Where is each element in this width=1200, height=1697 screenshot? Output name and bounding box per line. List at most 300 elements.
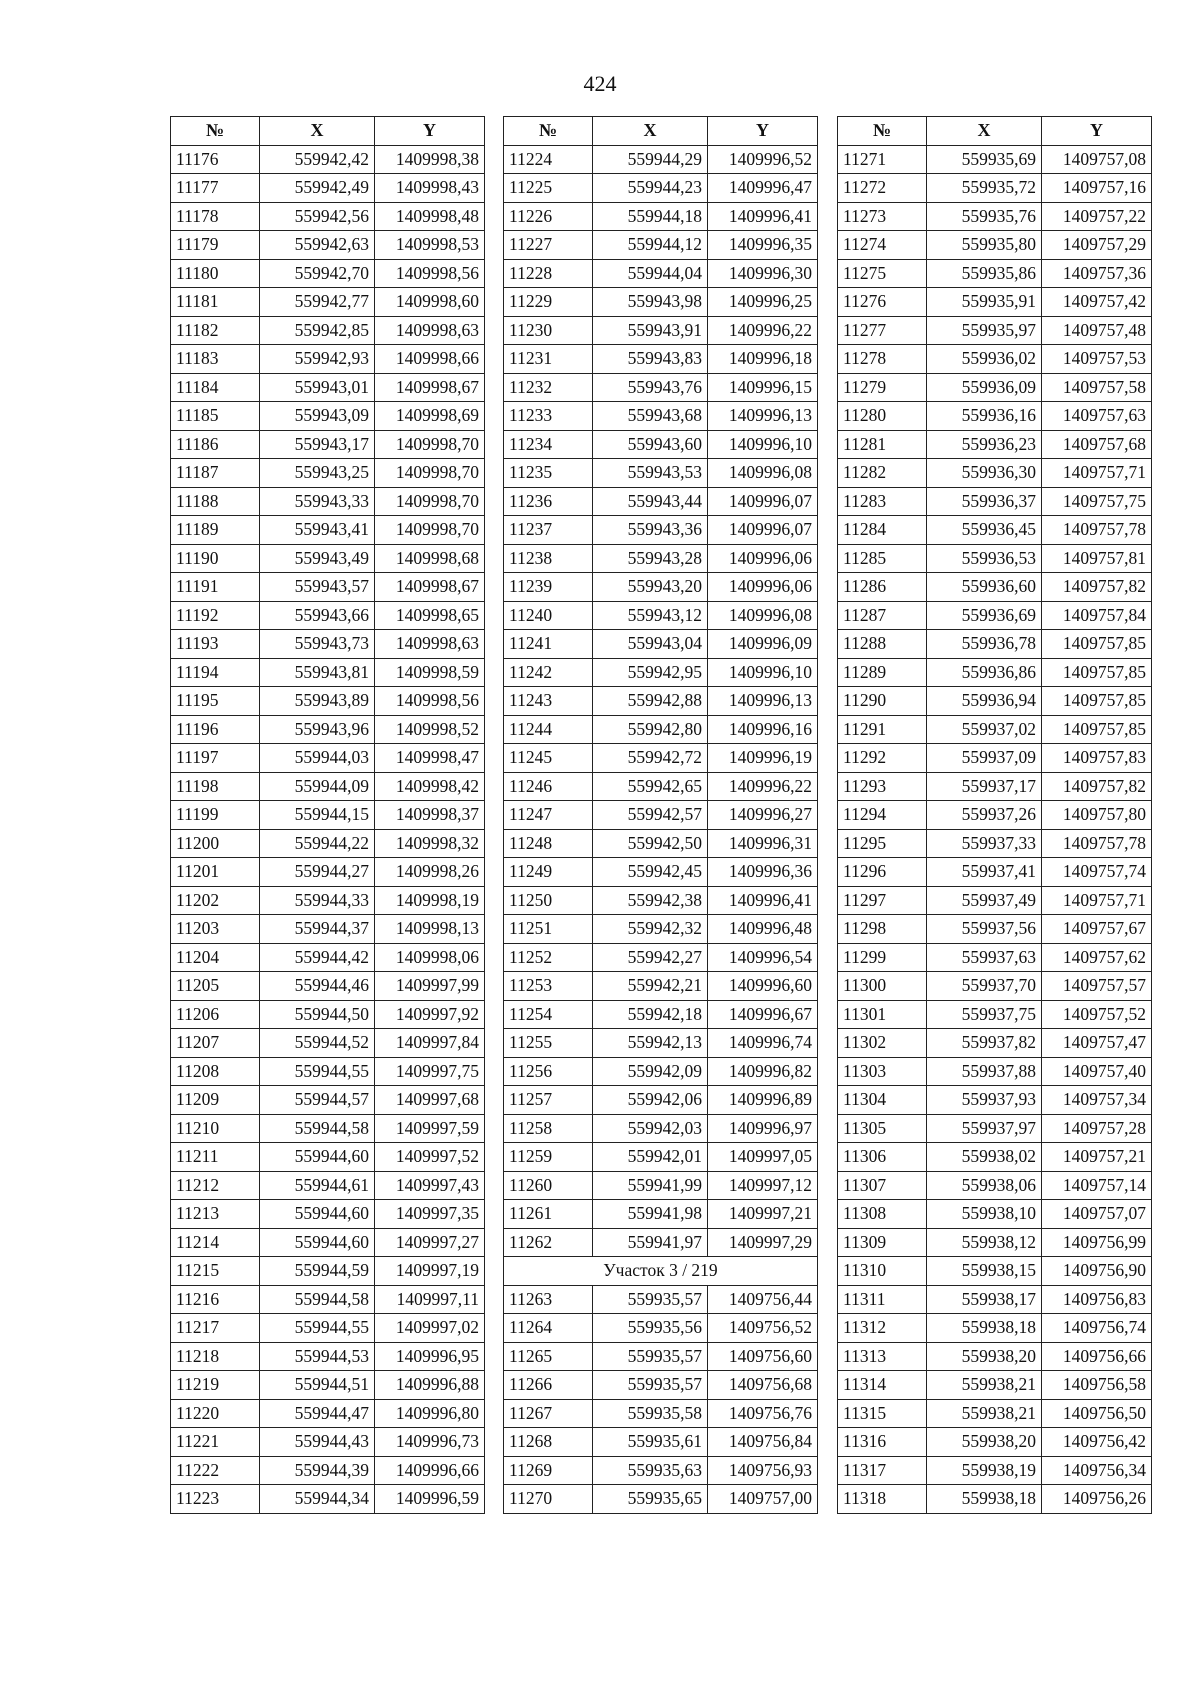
x-coordinate-cell: 559944,55 [260,1057,375,1086]
column-header-y: Y [375,117,485,146]
y-coordinate-cell: 1409756,83 [1042,1285,1152,1314]
table-row [838,1143,1152,1172]
y-coordinate-cell: 1409996,22 [708,316,818,345]
point-number-cell: 11250 [504,886,593,915]
table-row [171,1399,485,1428]
point-number-cell: 11276 [838,288,927,317]
x-coordinate-cell: 559941,97 [593,1228,708,1257]
x-coordinate-cell: 559935,63 [593,1456,708,1485]
table-row [838,1428,1152,1457]
x-coordinate-cell: 559944,29 [593,145,708,174]
y-coordinate-cell: 1409996,07 [708,516,818,545]
y-coordinate-cell: 1409757,28 [1042,1114,1152,1143]
point-number-cell: 11216 [171,1285,260,1314]
point-number-cell: 11283 [838,487,927,516]
y-coordinate-cell: 1409757,85 [1042,715,1152,744]
point-number-cell: 11241 [504,630,593,659]
column-header-y: Y [708,117,818,146]
point-number-cell: 11243 [504,687,593,716]
y-coordinate-cell: 1409757,80 [1042,801,1152,830]
x-coordinate-cell: 559937,82 [927,1029,1042,1058]
x-coordinate-cell: 559936,78 [927,630,1042,659]
y-coordinate-cell: 1409996,60 [708,972,818,1001]
y-coordinate-cell: 1409997,21 [708,1200,818,1229]
point-number-cell: 11285 [838,544,927,573]
table-row [171,858,485,887]
table-row [504,288,818,317]
point-number-cell: 11230 [504,316,593,345]
x-coordinate-cell: 559944,09 [260,772,375,801]
x-coordinate-cell: 559942,77 [260,288,375,317]
y-coordinate-cell: 1409998,65 [375,601,485,630]
table-row [838,573,1152,602]
x-coordinate-cell: 559937,75 [927,1000,1042,1029]
table-row [504,858,818,887]
x-coordinate-cell: 559936,16 [927,402,1042,431]
x-coordinate-cell: 559944,60 [260,1143,375,1172]
y-coordinate-cell: 1409757,47 [1042,1029,1152,1058]
point-number-cell: 11305 [838,1114,927,1143]
x-coordinate-cell: 559942,03 [593,1114,708,1143]
x-coordinate-cell: 559942,27 [593,943,708,972]
x-coordinate-cell: 559938,10 [927,1200,1042,1229]
table-row [504,1086,818,1115]
table-row [838,601,1152,630]
table-row [838,1285,1152,1314]
coordinates-table-1 [170,116,485,1514]
y-coordinate-cell: 1409998,48 [375,202,485,231]
x-coordinate-cell: 559944,46 [260,972,375,1001]
y-coordinate-cell: 1409996,25 [708,288,818,317]
x-coordinate-cell: 559943,73 [260,630,375,659]
x-coordinate-cell: 559944,61 [260,1171,375,1200]
table-row [171,601,485,630]
point-number-cell: 11206 [171,1000,260,1029]
point-number-cell: 11299 [838,943,927,972]
x-coordinate-cell: 559944,58 [260,1285,375,1314]
point-number-cell: 11186 [171,430,260,459]
point-number-cell: 11271 [838,145,927,174]
x-coordinate-cell: 559937,17 [927,772,1042,801]
table-row [504,1485,818,1514]
x-coordinate-cell: 559943,12 [593,601,708,630]
x-coordinate-cell: 559942,57 [593,801,708,830]
y-coordinate-cell: 1409757,78 [1042,516,1152,545]
x-coordinate-cell: 559935,86 [927,259,1042,288]
point-number-cell: 11300 [838,972,927,1001]
point-number-cell: 11317 [838,1456,927,1485]
column-header-number: № [838,117,927,146]
y-coordinate-cell: 1409996,35 [708,231,818,260]
table-header-row [171,117,485,146]
x-coordinate-cell: 559935,65 [593,1485,708,1514]
x-coordinate-cell: 559942,88 [593,687,708,716]
point-number-cell: 11311 [838,1285,927,1314]
table-row [838,829,1152,858]
point-number-cell: 11228 [504,259,593,288]
x-coordinate-cell: 559944,53 [260,1342,375,1371]
y-coordinate-cell: 1409756,58 [1042,1371,1152,1400]
table-row [838,943,1152,972]
point-number-cell: 11235 [504,459,593,488]
y-coordinate-cell: 1409757,14 [1042,1171,1152,1200]
x-coordinate-cell: 559935,76 [927,202,1042,231]
point-number-cell: 11221 [171,1428,260,1457]
table-row [838,858,1152,887]
y-coordinate-cell: 1409997,02 [375,1314,485,1343]
y-coordinate-cell: 1409756,26 [1042,1485,1152,1514]
table-row [504,516,818,545]
y-coordinate-cell: 1409757,68 [1042,430,1152,459]
x-coordinate-cell: 559935,56 [593,1314,708,1343]
y-coordinate-cell: 1409997,05 [708,1143,818,1172]
x-coordinate-cell: 559944,27 [260,858,375,887]
x-coordinate-cell: 559943,09 [260,402,375,431]
y-coordinate-cell: 1409757,85 [1042,687,1152,716]
y-coordinate-cell: 1409757,58 [1042,373,1152,402]
table-header-row [504,117,818,146]
y-coordinate-cell: 1409998,52 [375,715,485,744]
point-number-cell: 11288 [838,630,927,659]
point-number-cell: 11279 [838,373,927,402]
point-number-cell: 11185 [171,402,260,431]
point-number-cell: 11274 [838,231,927,260]
x-coordinate-cell: 559941,98 [593,1200,708,1229]
table-row [838,1456,1152,1485]
x-coordinate-cell: 559942,70 [260,259,375,288]
table-row [171,1342,485,1371]
y-coordinate-cell: 1409998,38 [375,145,485,174]
x-coordinate-cell: 559944,12 [593,231,708,260]
point-number-cell: 11316 [838,1428,927,1457]
table-row [171,886,485,915]
y-coordinate-cell: 1409757,21 [1042,1143,1152,1172]
point-number-cell: 11281 [838,430,927,459]
table-row [838,345,1152,374]
point-number-cell: 11254 [504,1000,593,1029]
table-row [838,430,1152,459]
table-row [171,829,485,858]
x-coordinate-cell: 559942,63 [260,231,375,260]
table-row [504,715,818,744]
y-coordinate-cell: 1409996,08 [708,459,818,488]
y-coordinate-cell: 1409757,82 [1042,772,1152,801]
point-number-cell: 11213 [171,1200,260,1229]
y-coordinate-cell: 1409996,74 [708,1029,818,1058]
y-coordinate-cell: 1409997,35 [375,1200,485,1229]
point-number-cell: 11183 [171,345,260,374]
point-number-cell: 11207 [171,1029,260,1058]
x-coordinate-cell: 559944,50 [260,1000,375,1029]
y-coordinate-cell: 1409996,16 [708,715,818,744]
point-number-cell: 11177 [171,174,260,203]
point-number-cell: 11307 [838,1171,927,1200]
y-coordinate-cell: 1409997,27 [375,1228,485,1257]
point-number-cell: 11292 [838,744,927,773]
y-coordinate-cell: 1409996,48 [708,915,818,944]
table-row [504,1143,818,1172]
y-coordinate-cell: 1409757,75 [1042,487,1152,516]
point-number-cell: 11224 [504,145,593,174]
table-row [504,687,818,716]
y-coordinate-cell: 1409998,53 [375,231,485,260]
table-row [838,1086,1152,1115]
point-number-cell: 11247 [504,801,593,830]
table-row [171,1114,485,1143]
y-coordinate-cell: 1409998,67 [375,573,485,602]
y-coordinate-cell: 1409757,84 [1042,601,1152,630]
y-coordinate-cell: 1409998,69 [375,402,485,431]
point-number-cell: 11303 [838,1057,927,1086]
table-row [504,1428,818,1457]
x-coordinate-cell: 559942,95 [593,658,708,687]
table-row [171,1000,485,1029]
point-number-cell: 11193 [171,630,260,659]
point-number-cell: 11188 [171,487,260,516]
x-coordinate-cell: 559944,60 [260,1200,375,1229]
table-row [504,1029,818,1058]
table-row [504,345,818,374]
x-coordinate-cell: 559944,37 [260,915,375,944]
y-coordinate-cell: 1409996,41 [708,886,818,915]
x-coordinate-cell: 559943,76 [593,373,708,402]
table-row [504,1399,818,1428]
table-row [838,1371,1152,1400]
table-row [171,316,485,345]
point-number-cell: 11306 [838,1143,927,1172]
x-coordinate-cell: 559938,21 [927,1371,1042,1400]
table-row [171,516,485,545]
x-coordinate-cell: 559943,49 [260,544,375,573]
table-row [838,630,1152,659]
y-coordinate-cell: 1409757,85 [1042,630,1152,659]
table-row [504,1371,818,1400]
point-number-cell: 11197 [171,744,260,773]
table-row [171,630,485,659]
point-number-cell: 11290 [838,687,927,716]
point-number-cell: 11195 [171,687,260,716]
y-coordinate-cell: 1409756,68 [708,1371,818,1400]
y-coordinate-cell: 1409757,71 [1042,459,1152,488]
point-number-cell: 11264 [504,1314,593,1343]
y-coordinate-cell: 1409998,63 [375,630,485,659]
point-number-cell: 11218 [171,1342,260,1371]
table-row [171,1086,485,1115]
point-number-cell: 11295 [838,829,927,858]
table-row [838,1257,1152,1286]
table-header-row [838,117,1152,146]
table-row [838,1057,1152,1086]
x-coordinate-cell: 559936,09 [927,373,1042,402]
x-coordinate-cell: 559943,41 [260,516,375,545]
point-number-cell: 11184 [171,373,260,402]
x-coordinate-cell: 559938,20 [927,1428,1042,1457]
x-coordinate-cell: 559935,57 [593,1285,708,1314]
y-coordinate-cell: 1409757,74 [1042,858,1152,887]
table-row [504,231,818,260]
x-coordinate-cell: 559943,04 [593,630,708,659]
table-row [171,544,485,573]
table-row [171,145,485,174]
x-coordinate-cell: 559942,85 [260,316,375,345]
x-coordinate-cell: 559936,30 [927,459,1042,488]
x-coordinate-cell: 559935,57 [593,1371,708,1400]
y-coordinate-cell: 1409756,34 [1042,1456,1152,1485]
x-coordinate-cell: 559936,69 [927,601,1042,630]
point-number-cell: 11315 [838,1399,927,1428]
point-number-cell: 11304 [838,1086,927,1115]
y-coordinate-cell: 1409996,06 [708,544,818,573]
x-coordinate-cell: 559943,33 [260,487,375,516]
x-coordinate-cell: 559935,69 [927,145,1042,174]
x-coordinate-cell: 559935,57 [593,1342,708,1371]
y-coordinate-cell: 1409757,52 [1042,1000,1152,1029]
y-coordinate-cell: 1409756,74 [1042,1314,1152,1343]
table-row [838,288,1152,317]
x-coordinate-cell: 559942,72 [593,744,708,773]
table-row [504,1314,818,1343]
y-coordinate-cell: 1409998,67 [375,373,485,402]
x-coordinate-cell: 559943,81 [260,658,375,687]
y-coordinate-cell: 1409757,34 [1042,1086,1152,1115]
point-number-cell: 11214 [171,1228,260,1257]
point-number-cell: 11259 [504,1143,593,1172]
y-coordinate-cell: 1409757,63 [1042,402,1152,431]
table-row [838,1485,1152,1514]
table-row [504,1456,818,1485]
table-row [504,1228,818,1257]
point-number-cell: 11308 [838,1200,927,1229]
table-row [171,1171,485,1200]
x-coordinate-cell: 559943,89 [260,687,375,716]
y-coordinate-cell: 1409996,15 [708,373,818,402]
point-number-cell: 11191 [171,573,260,602]
table-row [504,915,818,944]
point-number-cell: 11220 [171,1399,260,1428]
x-coordinate-cell: 559944,04 [593,259,708,288]
table-row [171,1428,485,1457]
table-row [171,772,485,801]
x-coordinate-cell: 559943,28 [593,544,708,573]
y-coordinate-cell: 1409757,85 [1042,658,1152,687]
table-row [838,259,1152,288]
table-row [504,544,818,573]
table-row [171,202,485,231]
y-coordinate-cell: 1409757,22 [1042,202,1152,231]
point-number-cell: 11280 [838,402,927,431]
point-number-cell: 11179 [171,231,260,260]
point-number-cell: 11282 [838,459,927,488]
point-number-cell: 11223 [171,1485,260,1514]
y-coordinate-cell: 1409756,99 [1042,1228,1152,1257]
x-coordinate-cell: 559943,91 [593,316,708,345]
y-coordinate-cell: 1409996,30 [708,259,818,288]
y-coordinate-cell: 1409996,54 [708,943,818,972]
x-coordinate-cell: 559943,57 [260,573,375,602]
table-row [171,1029,485,1058]
y-coordinate-cell: 1409997,29 [708,1228,818,1257]
y-coordinate-cell: 1409996,18 [708,345,818,374]
x-coordinate-cell: 559935,97 [927,316,1042,345]
table-row [838,658,1152,687]
table-row [504,174,818,203]
table-row [504,1285,818,1314]
y-coordinate-cell: 1409996,10 [708,658,818,687]
x-coordinate-cell: 559943,83 [593,345,708,374]
x-coordinate-cell: 559936,60 [927,573,1042,602]
point-number-cell: 11217 [171,1314,260,1343]
x-coordinate-cell: 559942,21 [593,972,708,1001]
y-coordinate-cell: 1409998,68 [375,544,485,573]
x-coordinate-cell: 559942,09 [593,1057,708,1086]
table-row [838,744,1152,773]
table-row [838,1314,1152,1343]
table-row [171,801,485,830]
y-coordinate-cell: 1409996,10 [708,430,818,459]
x-coordinate-cell: 559944,33 [260,886,375,915]
y-coordinate-cell: 1409757,53 [1042,345,1152,374]
point-number-cell: 11302 [838,1029,927,1058]
point-number-cell: 11204 [171,943,260,972]
point-number-cell: 11263 [504,1285,593,1314]
x-coordinate-cell: 559943,36 [593,516,708,545]
table-row [504,744,818,773]
table-row [504,430,818,459]
point-number-cell: 11189 [171,516,260,545]
point-number-cell: 11294 [838,801,927,830]
table-row [171,259,485,288]
point-number-cell: 11312 [838,1314,927,1343]
x-coordinate-cell: 559944,57 [260,1086,375,1115]
table-row [838,1000,1152,1029]
table-row [171,430,485,459]
table-row [838,687,1152,716]
point-number-cell: 11287 [838,601,927,630]
x-coordinate-cell: 559943,60 [593,430,708,459]
point-number-cell: 11242 [504,658,593,687]
y-coordinate-cell: 1409757,71 [1042,886,1152,915]
y-coordinate-cell: 1409757,83 [1042,744,1152,773]
y-coordinate-cell: 1409997,52 [375,1143,485,1172]
y-coordinate-cell: 1409998,37 [375,801,485,830]
x-coordinate-cell: 559938,20 [927,1342,1042,1371]
x-coordinate-cell: 559935,91 [927,288,1042,317]
y-coordinate-cell: 1409996,82 [708,1057,818,1086]
x-coordinate-cell: 559937,49 [927,886,1042,915]
y-coordinate-cell: 1409996,31 [708,829,818,858]
y-coordinate-cell: 1409996,19 [708,744,818,773]
y-coordinate-cell: 1409998,47 [375,744,485,773]
table-row [504,1000,818,1029]
table-row [504,459,818,488]
x-coordinate-cell: 559943,25 [260,459,375,488]
y-coordinate-cell: 1409757,48 [1042,316,1152,345]
point-number-cell: 11318 [838,1485,927,1514]
point-number-cell: 11256 [504,1057,593,1086]
table-row [171,972,485,1001]
point-number-cell: 11262 [504,1228,593,1257]
point-number-cell: 11181 [171,288,260,317]
point-number-cell: 11301 [838,1000,927,1029]
x-coordinate-cell: 559935,58 [593,1399,708,1428]
table-row [838,1342,1152,1371]
x-coordinate-cell: 559937,02 [927,715,1042,744]
x-coordinate-cell: 559942,18 [593,1000,708,1029]
point-number-cell: 11222 [171,1456,260,1485]
y-coordinate-cell: 1409757,29 [1042,231,1152,260]
x-coordinate-cell: 559944,15 [260,801,375,830]
table-row [838,972,1152,1001]
